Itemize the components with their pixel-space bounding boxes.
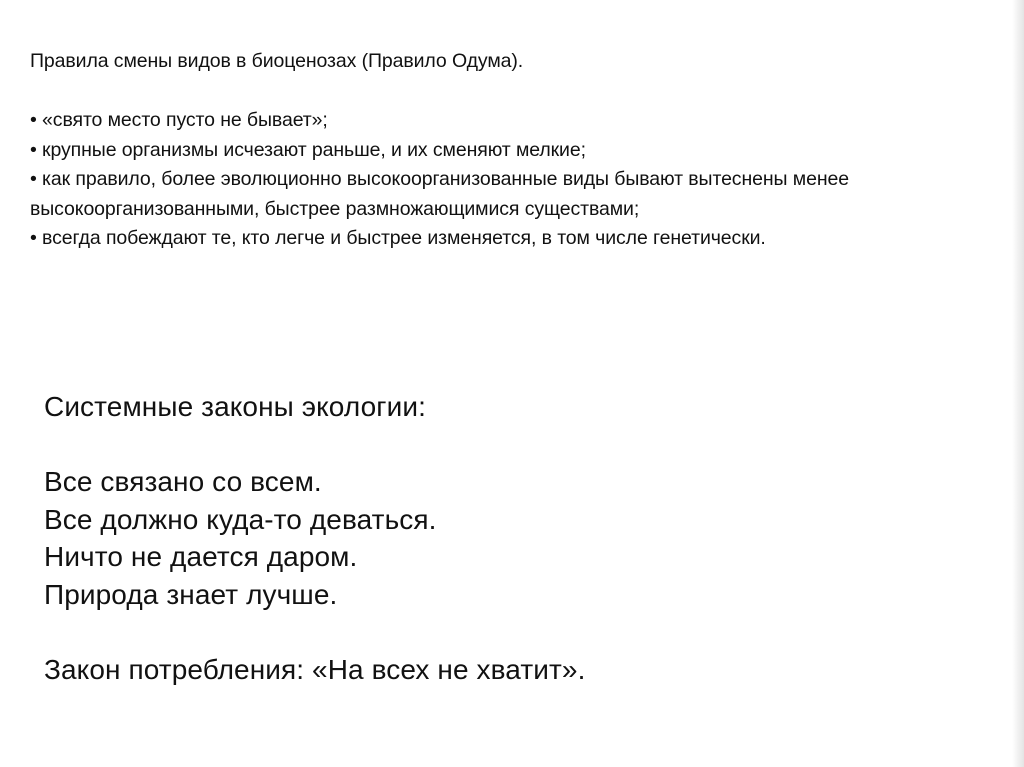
odum-rule-2: • крупные организмы исчезают раньше, и их сменяют мелкие;: [30, 138, 586, 161]
ecology-laws-heading: Системные законы экологии:: [44, 391, 426, 422]
odum-rule-4: • всегда побеждают те, кто легче и быстрее изменяется, в том числе генетически.: [30, 227, 766, 249]
odum-rule-1: • «свято место пусто не бывает»;: [30, 109, 328, 131]
ecology-law-3: Ничто не дается даром.: [44, 541, 358, 572]
odum-rules-block: [30, 47, 860, 254]
ecology-laws-block: [44, 388, 844, 688]
consumption-law: Закон потребления: «На всех не хватит».: [44, 653, 586, 685]
odum-rule-3: • как правило, более эволюционно высокоорганизованные виды бывают вытеснены менее высокоорганизованными, быстрее размножающимися существами;: [30, 168, 849, 220]
odum-rules-title: Правила смены видов в биоценозах (Правило Одума).: [30, 50, 524, 72]
slide-edge-shadow: [1012, 0, 1024, 767]
ecology-law-2: Все должно куда-то деваться.: [44, 503, 437, 535]
ecology-law-4: Природа знает лучше.: [44, 578, 338, 610]
ecology-law-1: Все связано со всем.: [44, 466, 322, 497]
